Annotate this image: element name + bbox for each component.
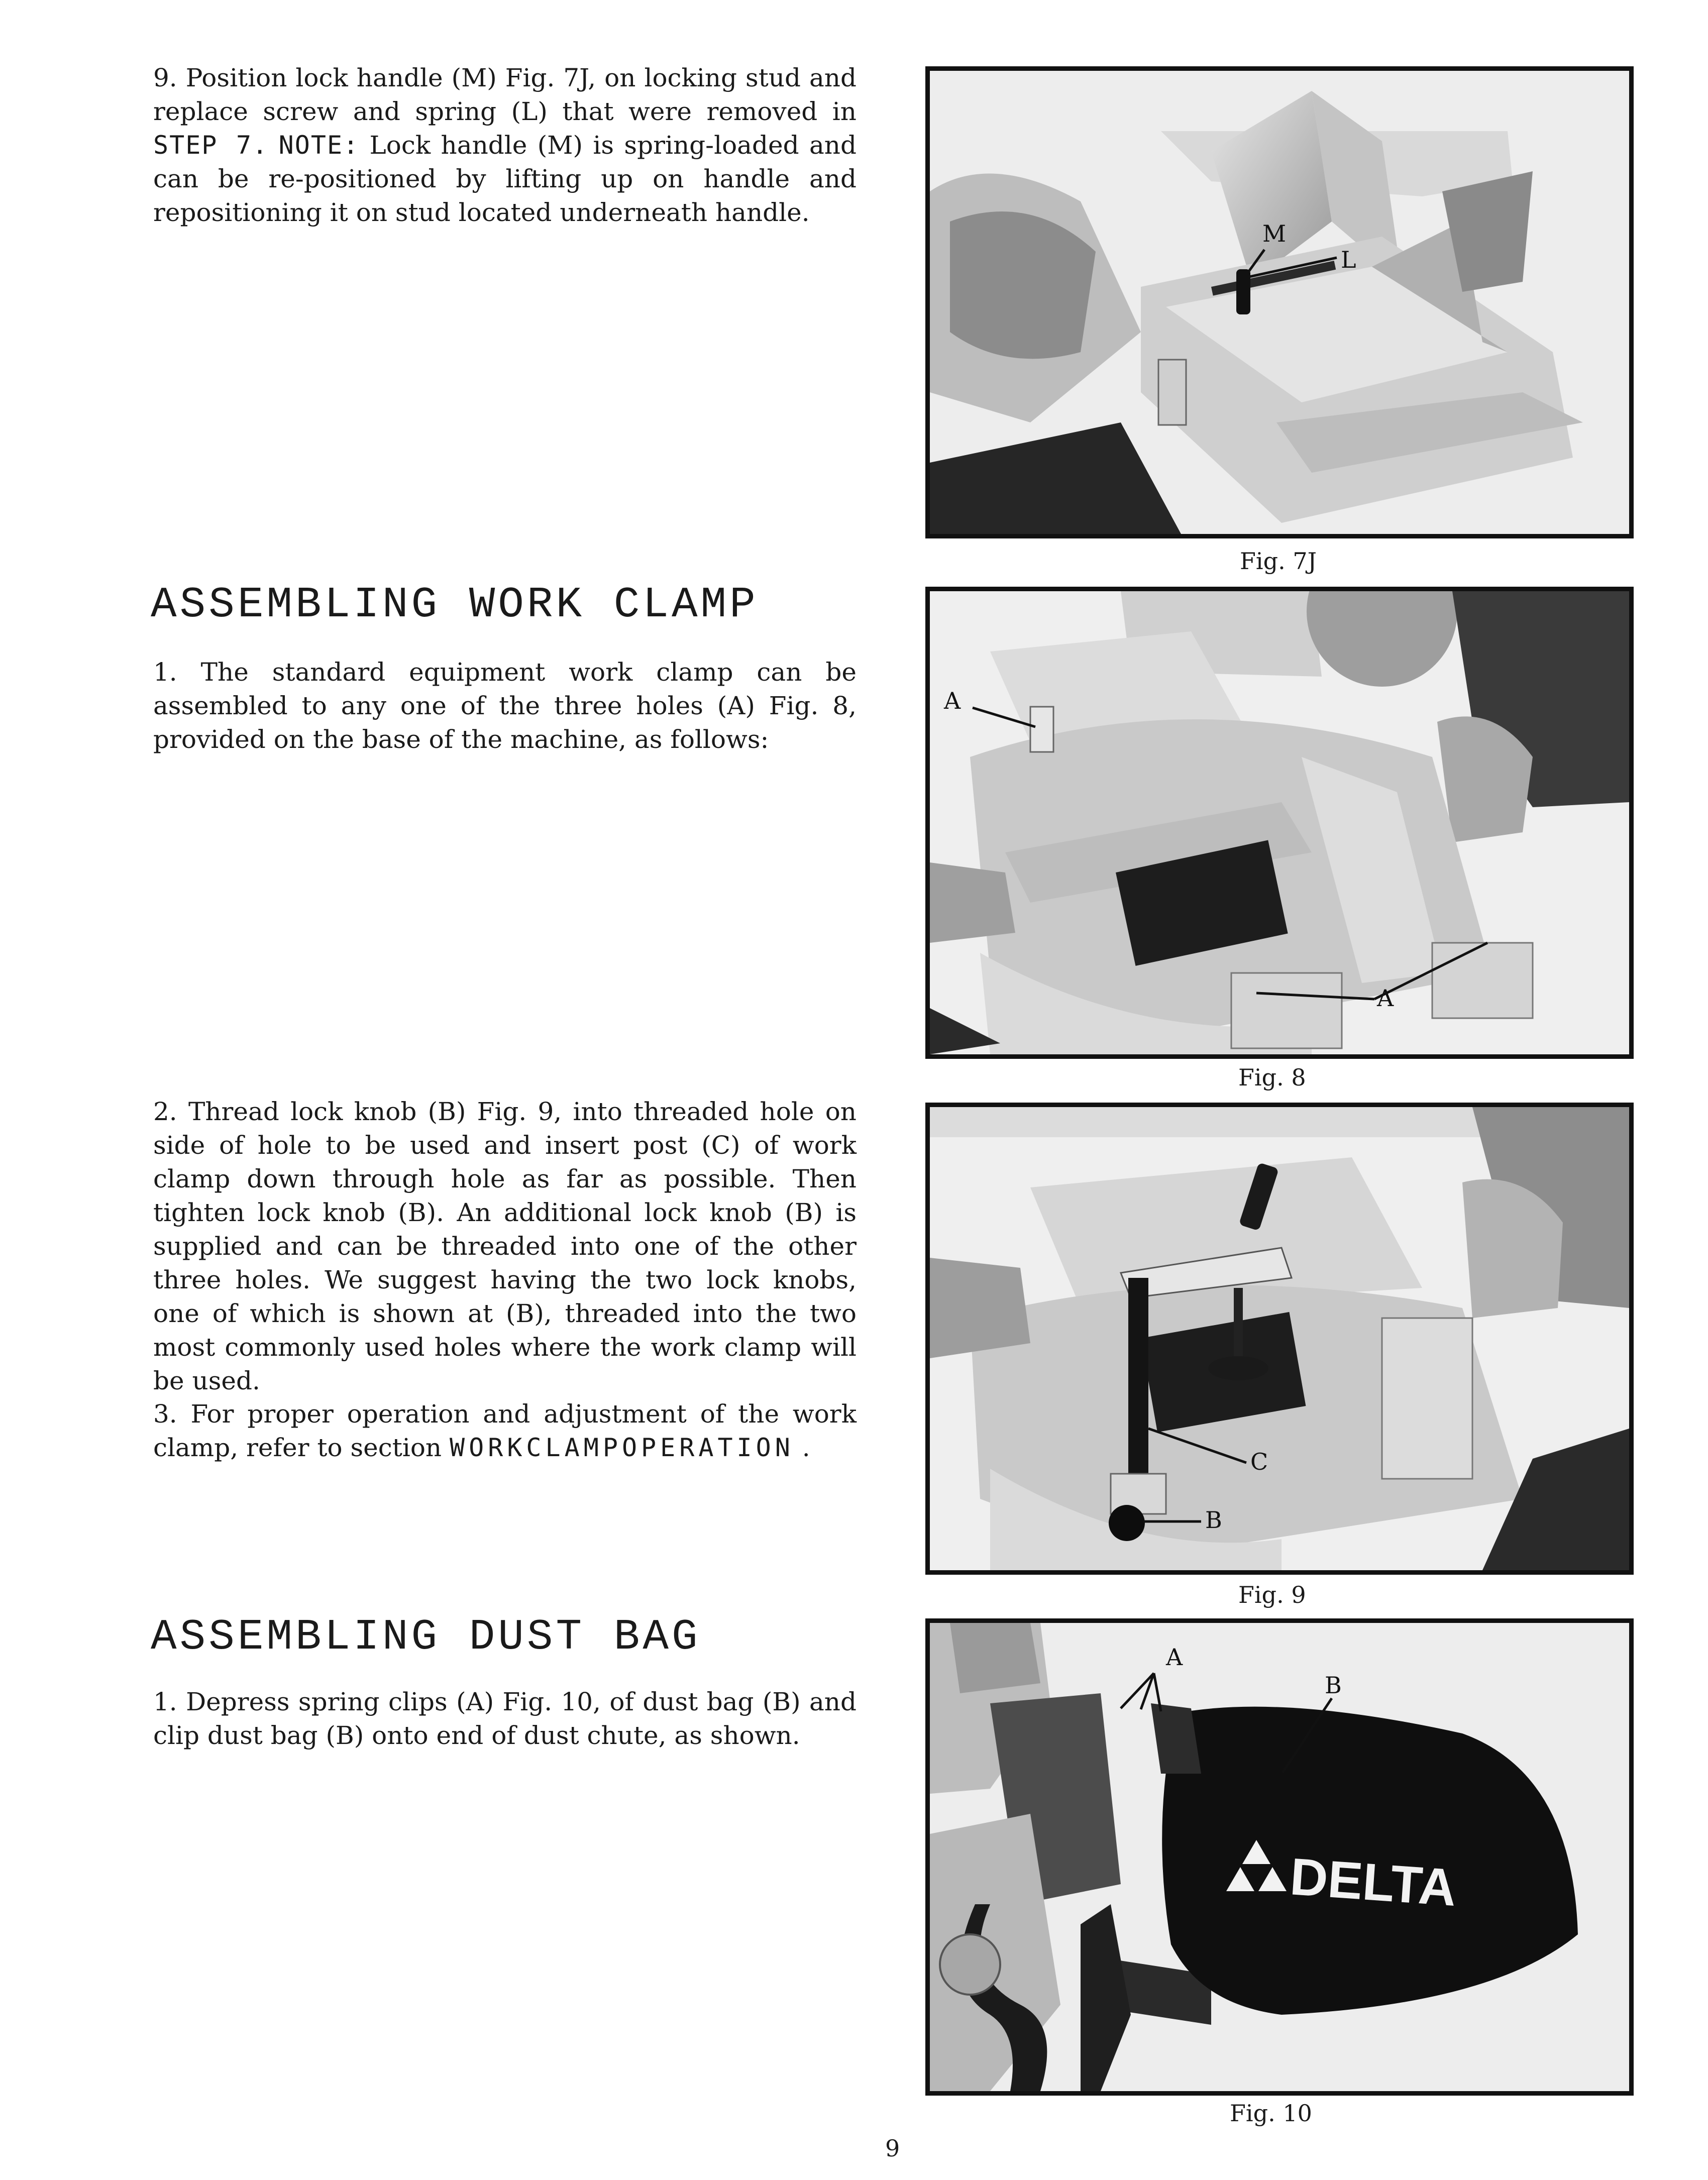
fig8-caption: Fig. 8 [1238,1064,1306,1091]
fig7j-label-m: M [1262,220,1287,247]
step9-text-b: Lock handle (M) is spring-loaded and can be re-positioned by lifting up on handle and repositioning it on stud located underneath handle. [153,131,857,227]
fig9-label-b: B [1205,1506,1222,1534]
figure-8 [925,587,1634,1059]
heading-work-clamp: ASSEMBLING WORK CLAMP [151,580,759,629]
fig7j-label-l: L [1341,246,1356,273]
fig9-label-c: C [1250,1448,1268,1475]
work-clamp-step2: 2. Thread lock knob (B) Fig. 9, into threaded hole on side of hole to be used and insert post (C) of work clamp down through hole as far as possible. Then tighten lock knob (B). An additional lock knob (B) is supplied and can be threaded into one of the other three holes. We suggest having the two lock knobs, one of which is shown at (B), threaded into the two most commonly used holes where the work clamp will be used. [153,1097,857,1395]
fig9-photo [930,1107,1629,1570]
fig9-caption: Fig. 9 [1238,1581,1306,1608]
fig10-photo [930,1623,1629,2091]
fig7j-photo [930,71,1629,534]
fig10-label-a: A [1166,1644,1183,1671]
fig8-label-a2: A [1377,985,1394,1012]
step9-paragraph [153,61,857,230]
dust-bag-step1: 1. Depress spring clips (A) Fig. 10, of dust bag (B) and clip dust bag (B) onto end of dust chute, as shown. [153,1687,857,1750]
fig7j-caption: Fig. 7J [1240,548,1317,575]
work-clamp-section-ref: WORKCLAMPOPERATION [450,1433,794,1462]
fig8-photo [930,591,1629,1054]
step9-note-label: NOTE: [278,131,360,160]
heading-dust-bag: ASSEMBLING DUST BAG [151,1612,701,1662]
figure-7j [925,66,1634,538]
step9-text-a: 9. Position lock handle (M) Fig. 7J, on locking stud and replace screw and spring (L) that were removed in [153,63,857,126]
work-clamp-step1: 1. The standard equipment work clamp can be assembled to any one of the three holes (A) Fig. 8, provided on the base of the machine, as follows: [153,658,857,754]
figure-10 [925,1618,1634,2096]
work-clamp-step3-text: 3. For proper operation and adjustment of the work clamp, refer to section [153,1399,857,1462]
dust-bag-brand: DELTA [1288,1847,1458,1918]
fig10-label-b: B [1325,1672,1342,1699]
work-clamp-step3-end: . [794,1433,810,1462]
step9-step-ref: STEP 7. [153,131,269,160]
work-clamp-step3 [153,1397,857,1465]
fig10-caption: Fig. 10 [1230,2100,1312,2127]
page-number: 9 [885,2135,900,2162]
figure-9 [925,1103,1634,1575]
fig8-label-a1: A [944,687,961,714]
